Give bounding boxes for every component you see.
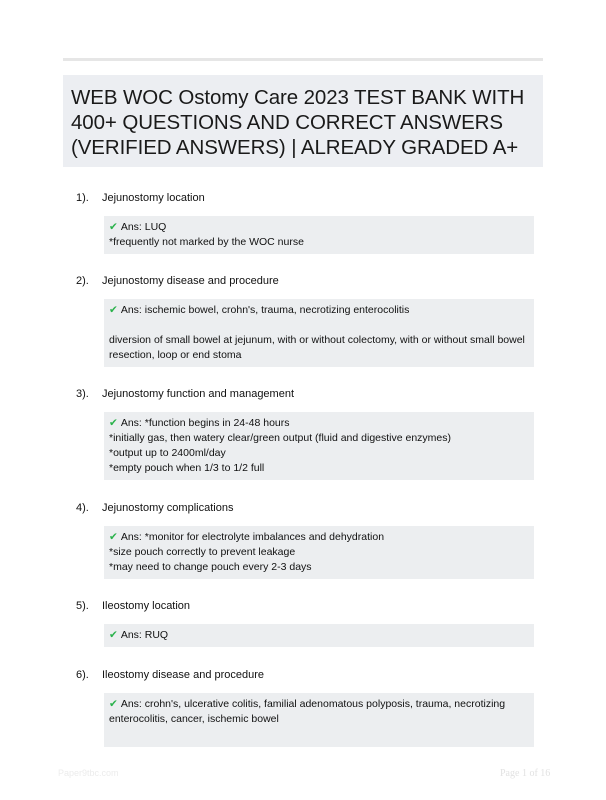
question-text: Jejunostomy location — [102, 192, 205, 204]
answer-line: *size pouch correctly to prevent leakage — [109, 546, 296, 558]
title-box — [63, 75, 543, 167]
checkmark-icon: ✔ — [109, 698, 118, 710]
answer-line: *initially gas, then watery clear/green output (fluid and digestive enzymes) — [109, 432, 452, 444]
checkmark-icon: ✔ — [109, 629, 118, 641]
answer-box — [104, 216, 534, 254]
question-number: 5). — [76, 600, 89, 612]
answer-box — [104, 412, 534, 480]
answer-line: *empty pouch when 1/3 to 1/2 full — [109, 462, 265, 474]
checkmark-icon: ✔ — [109, 417, 118, 429]
checkmark-icon: ✔ — [109, 221, 118, 233]
answer-box — [104, 526, 534, 579]
answer-box — [104, 693, 534, 747]
answer-line: Ans: *monitor for electrolyte imbalances and dehydration — [120, 531, 385, 543]
answer-line: *frequently not marked by the WOC nurse — [109, 236, 304, 248]
checkmark-icon: ✔ — [109, 531, 118, 543]
question-number: 4). — [76, 502, 89, 514]
question-text: Jejunostomy disease and procedure — [102, 275, 279, 287]
answer-line: *output up to 2400ml/day — [109, 447, 226, 459]
question-number: 3). — [76, 388, 89, 400]
answer-spacer — [109, 318, 528, 333]
answer-box — [104, 299, 534, 367]
question-number: 1). — [76, 192, 89, 204]
answer-line: Ans: crohn's, ulcerative colitis, familial adenomatous polyposis, trauma, necrotizing enterocolitis, cancer, ischemic bowel — [109, 698, 506, 725]
footer-watermark: Paper9tbc.com — [58, 768, 119, 778]
answer-line: diversion of small bowel at jejunum, with or without colectomy, with or without small bowel resection, loop or end stoma — [109, 334, 525, 361]
question-number: 2). — [76, 275, 89, 287]
answer-box — [104, 624, 534, 647]
question-text: Ileostomy location — [102, 600, 191, 612]
answer-line: Ans: LUQ — [120, 221, 167, 233]
question-text: Jejunostomy function and management — [102, 388, 295, 400]
question-number: 6). — [76, 669, 89, 681]
page-number: Page 1 of 16 — [500, 768, 551, 779]
question-text: Jejunostomy complications — [102, 502, 234, 514]
header-divider — [63, 58, 543, 61]
checkmark-icon: ✔ — [109, 304, 118, 316]
question-text: Ileostomy disease and procedure — [102, 669, 265, 681]
answer-line: Ans: ischemic bowel, crohn's, trauma, necrotizing enterocolitis — [120, 304, 410, 316]
document-title: WEB WOC Ostomy Care 2023 TEST BANK WITH 400+ QUESTIONS AND CORRECT ANSWERS (VERIFIED ANSWERS) | ALREADY GRADED A+ — [71, 86, 525, 159]
answer-line: *may need to change pouch every 2-3 days — [109, 561, 312, 573]
answer-line: Ans: *function begins in 24-48 hours — [120, 417, 290, 429]
answer-line: Ans: RUQ — [120, 629, 169, 641]
